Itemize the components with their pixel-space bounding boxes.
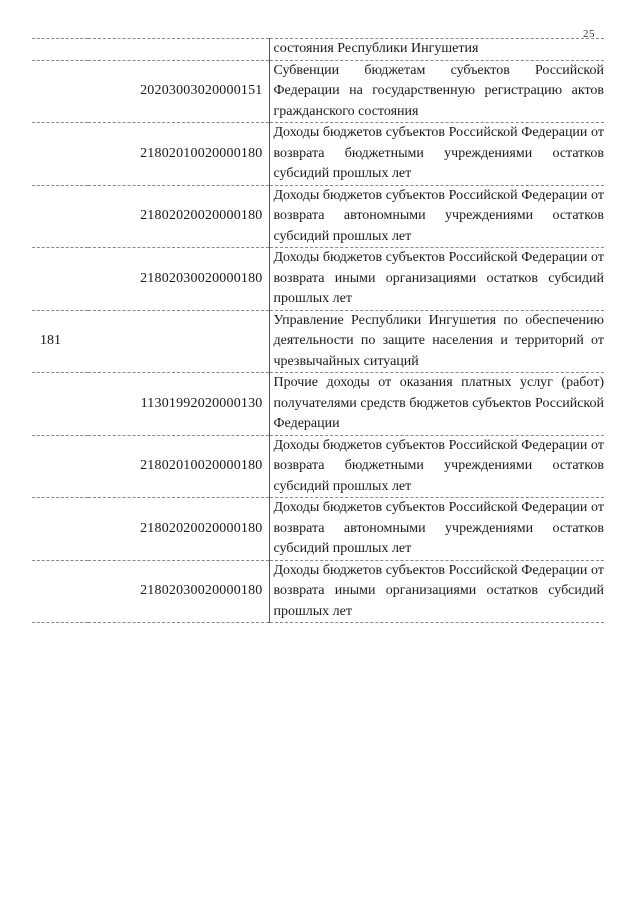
table-row	[32, 123, 604, 186]
description-cell: Доходы бюджетов субъектов Российской Федерации от возврата автономными учреждениями остатков субсидий прошлых лет	[269, 185, 604, 248]
table-row	[32, 373, 604, 436]
revenue-code-cell: 11301992020000130	[88, 373, 269, 436]
revenue-code-cell	[88, 39, 269, 61]
revenue-code-cell: 20203003020000151	[88, 60, 269, 123]
table-row	[32, 39, 604, 61]
table-row	[32, 60, 604, 123]
description-cell: Доходы бюджетов субъектов Российской Федерации от возврата бюджетными учреждениями остатков субсидий прошлых лет	[269, 435, 604, 498]
admin-code-cell	[32, 560, 88, 623]
description-cell: Субвенции бюджетам субъектов Российской Федерации на государственную регистрацию актов гражданского состояния	[269, 60, 604, 123]
table-row	[32, 498, 604, 561]
description-cell: Доходы бюджетов субъектов Российской Федерации от возврата автономными учреждениями остатков субсидий прошлых лет	[269, 498, 604, 561]
revenue-classification-table	[32, 38, 604, 623]
revenue-code-cell: 21802010020000180	[88, 123, 269, 186]
page-number: 25	[583, 28, 595, 40]
admin-code-cell	[32, 185, 88, 248]
table-row	[32, 435, 604, 498]
table-row	[32, 248, 604, 311]
admin-code-cell	[32, 373, 88, 436]
admin-code-cell: 181	[32, 310, 88, 373]
revenue-code-cell: 21802030020000180	[88, 560, 269, 623]
admin-code-cell	[32, 39, 88, 61]
description-cell: Доходы бюджетов субъектов Российской Федерации от возврата иными организациями остатков субсидий прошлых лет	[269, 248, 604, 311]
description-cell: Прочие доходы от оказания платных услуг (работ) получателями средств бюджетов субъектов Российской Федерации	[269, 373, 604, 436]
description-cell: Доходы бюджетов субъектов Российской Федерации от возврата бюджетными учреждениями остатков субсидий прошлых лет	[269, 123, 604, 186]
revenue-code-cell: 21802020020000180	[88, 498, 269, 561]
revenue-code-cell: 21802030020000180	[88, 248, 269, 311]
revenue-code-cell: 21802010020000180	[88, 435, 269, 498]
table-row	[32, 310, 604, 373]
description-cell: Доходы бюджетов субъектов Российской Федерации от возврата иными организациями остатков субсидий прошлых лет	[269, 560, 604, 623]
table-row	[32, 560, 604, 623]
admin-code-cell	[32, 248, 88, 311]
description-cell: состояния Республики Ингушетия	[269, 39, 604, 61]
admin-code-cell	[32, 60, 88, 123]
description-cell: Управление Республики Ингушетия по обеспечению деятельности по защите населения и территорий от чрезвычайных ситуаций	[269, 310, 604, 373]
admin-code-cell	[32, 435, 88, 498]
admin-code-cell	[32, 123, 88, 186]
revenue-code-cell: 21802020020000180	[88, 185, 269, 248]
table-row	[32, 185, 604, 248]
revenue-code-cell	[88, 310, 269, 373]
admin-code-cell	[32, 498, 88, 561]
